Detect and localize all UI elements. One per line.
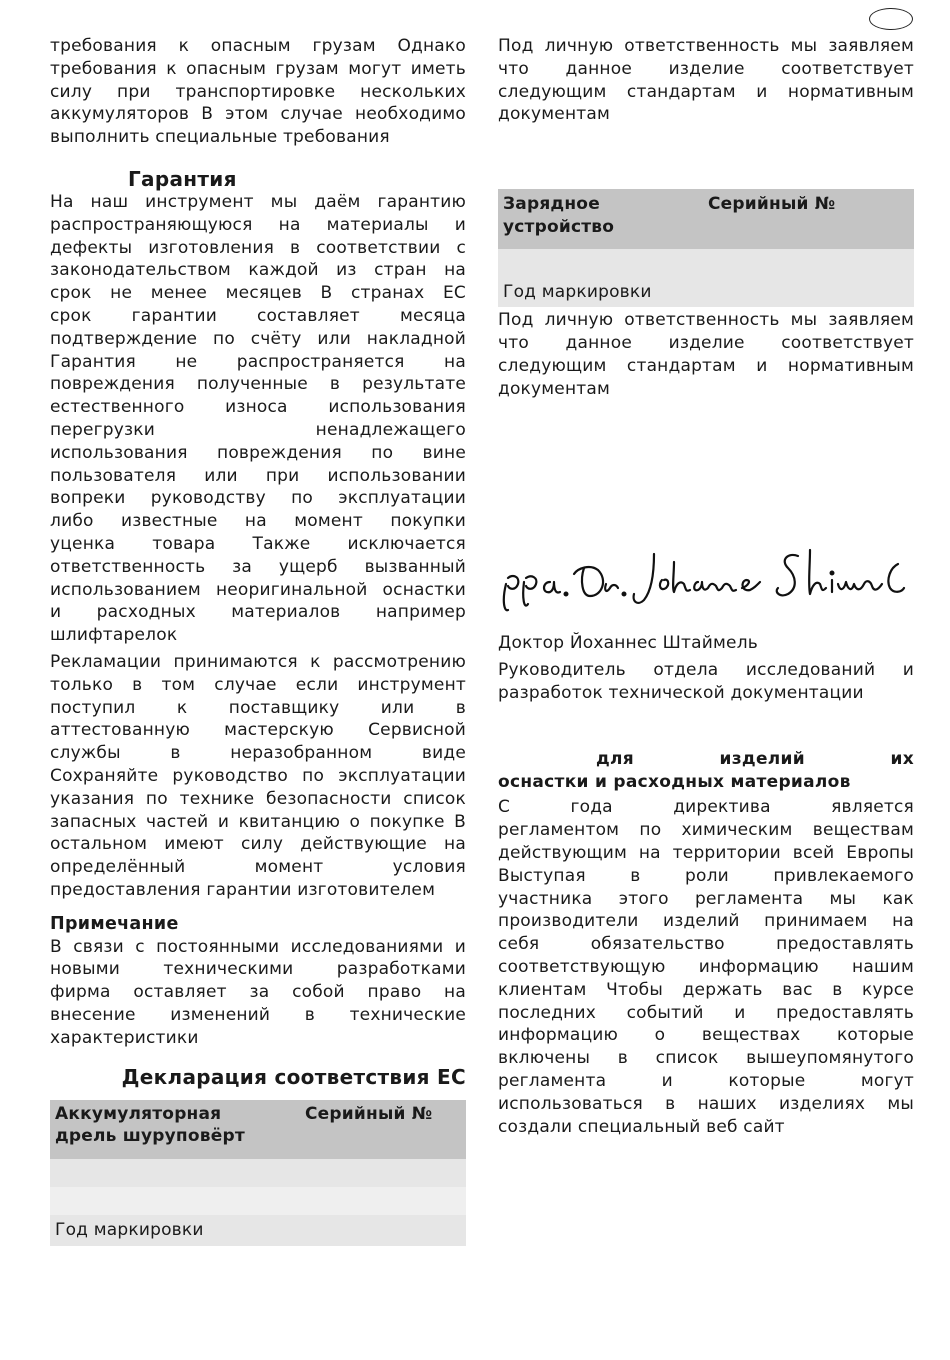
signatory-name: Доктор Йоханнес Штаймель bbox=[498, 633, 758, 654]
reach-paragraph-line: регламентом по химическим веществам bbox=[498, 820, 914, 841]
transport-intro-line: выполнить специальные требования bbox=[50, 127, 390, 148]
warranty-paragraph-1-line: Гарантия не распространяется на bbox=[50, 351, 466, 372]
note-paragraph-line: фирма оставляет за собой право на bbox=[50, 982, 466, 1003]
reach-heading-line1: для изделий их bbox=[596, 748, 914, 769]
warranty-paragraph-1-line: пользователя или при использовании bbox=[50, 465, 466, 486]
warranty-paragraph-1-line: уценка товара Также исключается bbox=[50, 533, 466, 554]
warranty-paragraph-1-line: ответственность за ущерб вызванный bbox=[50, 556, 466, 577]
warranty-paragraph-1-line: срок не менее месяцев В странах ЕС bbox=[50, 283, 466, 304]
warranty-paragraph-1-line: естественного износа использования bbox=[50, 397, 466, 418]
responsibility-statement-2 bbox=[498, 309, 914, 400]
declaration-product-header-line1: Аккумуляторная bbox=[55, 1103, 222, 1124]
warranty-paragraph-1-line: срок гарантии составляет месяца bbox=[50, 305, 466, 326]
reach-paragraph-line: участника этого регламента мы как bbox=[498, 888, 914, 909]
warranty-paragraph-2-line: Сохраняйте руководство по эксплуатации bbox=[50, 765, 466, 786]
warranty-paragraph-2-line: только в том случае если инструмент bbox=[50, 674, 466, 695]
reach-paragraph-line: себя обязательство предоставлять bbox=[498, 934, 914, 955]
transport-intro-line: требования к опасным грузам могут иметь bbox=[50, 58, 466, 79]
responsibility-statement-1-line: Под личную ответственность мы заявляем bbox=[498, 36, 914, 56]
responsibility-statement-2-line: следующим стандартам и нормативным bbox=[498, 355, 914, 376]
reach-paragraph-line: использоваться в наших изделиях мы bbox=[498, 1093, 914, 1114]
warranty-paragraph-1-line: перегрузки ненадлежащего bbox=[50, 419, 466, 440]
warranty-paragraph-1-line: использованием неоригинальной оснастки bbox=[50, 579, 466, 600]
reach-paragraph-line: производители изделий принимаем на bbox=[498, 911, 914, 932]
reach-paragraph-line: регламента и которые могут bbox=[498, 1070, 914, 1091]
warranty-paragraph-1-line: дефекты изготовления в соответствии с bbox=[50, 237, 466, 258]
declaration-empty-cell-4 bbox=[300, 1187, 466, 1215]
note-paragraph-line: характеристики bbox=[50, 1027, 199, 1048]
warranty-paragraph-2-line: поступил к поставщику или в bbox=[50, 697, 466, 718]
declaration-product-header-line2: дрель шуруповёрт bbox=[55, 1126, 245, 1147]
warranty-paragraph-2-line: службы в неразобранном виде bbox=[50, 743, 466, 764]
warranty-paragraph-1-line: подтверждение по счёту или накладной bbox=[50, 328, 466, 349]
declaration-year-label: Год маркировки bbox=[50, 1215, 466, 1246]
responsibility-statement-2-line: Под личную ответственность мы заявляем bbox=[498, 310, 914, 331]
declaration-heading: Декларация соответствия ЕС bbox=[121, 1064, 466, 1089]
page-number-badge bbox=[869, 8, 913, 30]
warranty-paragraph-1-line: распространяющуюся на материалы и bbox=[50, 214, 466, 235]
signature-image bbox=[498, 540, 908, 622]
warranty-paragraph-2-line: предоставления гарантии изготовителем bbox=[50, 879, 436, 900]
responsibility-statement-2-line: документам bbox=[498, 378, 611, 399]
declaration-empty-cell-2 bbox=[300, 1159, 466, 1187]
note-paragraph-line: новыми техническими разработками bbox=[50, 959, 466, 980]
transport-intro bbox=[50, 35, 466, 149]
warranty-paragraph-2-line: запасных частей и квитанцию о покупке В bbox=[50, 811, 466, 832]
reach-paragraph-line: С года директива является bbox=[498, 797, 914, 818]
warranty-paragraph-1-line: На наш инструмент мы даём гарантию bbox=[50, 191, 466, 212]
reach-heading bbox=[498, 749, 914, 795]
warranty-paragraph-2-line: Рекламации принимаются к рассмотрению bbox=[50, 651, 466, 672]
warranty-paragraph-1-line: и расходных материалов например bbox=[50, 602, 466, 623]
declaration-product-header bbox=[50, 1100, 300, 1159]
warranty-paragraph-2-line: аттестованную мастерскую Сервисной bbox=[50, 720, 466, 741]
declaration-empty-cell-3 bbox=[50, 1187, 300, 1215]
charger-year-label: Год маркировки bbox=[498, 277, 914, 307]
reach-paragraph-line: последних событий и предоставлять bbox=[498, 1002, 914, 1023]
responsibility-statement-1-line: документам bbox=[498, 104, 611, 125]
warranty-paragraph-1 bbox=[50, 191, 466, 647]
reach-paragraph-line: соответствующую информацию нашим bbox=[498, 956, 914, 977]
charger-empty-cell-2 bbox=[658, 249, 914, 277]
declaration-empty-cell-1 bbox=[50, 1159, 300, 1187]
declaration-table bbox=[50, 1100, 466, 1246]
reach-paragraph bbox=[498, 796, 914, 1138]
transport-intro-line: силу при транспортировке нескольких bbox=[50, 81, 466, 102]
reach-heading-line2: оснастки и расходных материалов bbox=[498, 771, 851, 792]
reach-paragraph-line: включены в список вышеупомянутого bbox=[498, 1048, 914, 1069]
note-paragraph-line: В связи с постоянными исследованиями и bbox=[50, 936, 466, 957]
charger-empty-cell-1 bbox=[498, 249, 658, 277]
reach-paragraph-line: действующим на территории всей Европы bbox=[498, 842, 914, 863]
note-heading: Примечание bbox=[50, 913, 179, 934]
left-column bbox=[50, 35, 466, 1246]
warranty-paragraph-2-line: указания по технике безопасности список bbox=[50, 788, 466, 809]
charger-header-line1: Зарядное bbox=[503, 194, 600, 215]
warranty-paragraph-2-line: определённый момент условия bbox=[50, 857, 466, 878]
warranty-heading: Гарантия bbox=[128, 166, 237, 191]
transport-intro-line: аккумуляторов В этом случае необходимо bbox=[50, 104, 466, 125]
warranty-paragraph-1-line: законодательством каждой из стран на bbox=[50, 260, 466, 281]
charger-table bbox=[498, 189, 914, 307]
reach-paragraph-line: информацию о веществах которые bbox=[498, 1025, 914, 1046]
responsibility-statement-1 bbox=[498, 35, 914, 126]
charger-header bbox=[498, 189, 658, 249]
note-paragraph-line: внесение изменений в технические bbox=[50, 1005, 466, 1026]
responsibility-statement-1-line: следующим стандартам и нормативным bbox=[498, 81, 914, 102]
reach-paragraph-line: клиентам Чтобы держать вас в курсе bbox=[498, 979, 914, 1000]
charger-header-line2: устройство bbox=[503, 216, 615, 237]
reach-paragraph-line: Выступая в роли привлекаемого bbox=[498, 865, 914, 886]
reach-paragraph-line: создали специальный веб сайт bbox=[498, 1116, 785, 1137]
warranty-paragraph-2-line: остальном имеют силу действующие на bbox=[50, 834, 466, 855]
note-paragraph bbox=[50, 936, 466, 1050]
responsibility-statement-1-line: что данное изделие соответствует bbox=[498, 58, 914, 79]
warranty-paragraph-1-line: использования повреждения по вине bbox=[50, 442, 466, 463]
warranty-paragraph-1-line: либо известные на момент покупки bbox=[50, 511, 466, 532]
responsibility-statement-2-line: что данное изделие соответствует bbox=[498, 332, 914, 353]
warranty-paragraph-2 bbox=[50, 651, 466, 902]
warranty-paragraph-1-line: вопреки руководству по эксплуатации bbox=[50, 488, 466, 509]
right-column bbox=[498, 35, 914, 1138]
warranty-paragraph-1-line: шлифтарелок bbox=[50, 625, 178, 646]
declaration-serial-header: Серийный № bbox=[300, 1100, 466, 1159]
signatory-title-line: разработок технической документации bbox=[498, 682, 864, 703]
warranty-paragraph-1-line: повреждения полученные в результате bbox=[50, 374, 466, 395]
transport-intro-line: требования к опасным грузам Однако bbox=[50, 36, 466, 56]
charger-serial-header: Серийный № bbox=[658, 189, 914, 249]
signatory-title-line: Руководитель отдела исследований и bbox=[498, 660, 914, 681]
signatory-title bbox=[498, 659, 914, 705]
